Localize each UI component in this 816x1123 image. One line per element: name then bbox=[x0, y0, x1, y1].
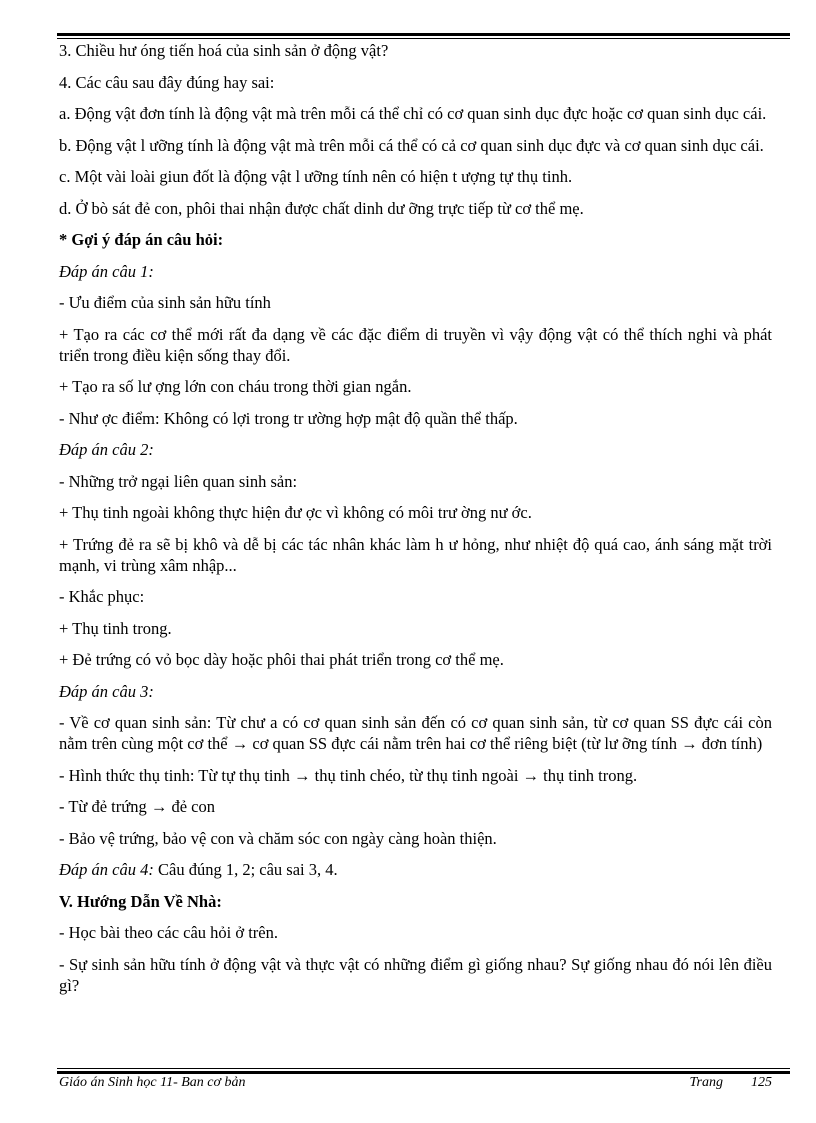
answer-3-label: Đáp án câu 3: bbox=[59, 681, 154, 701]
answer-1-point-1: + Tạo ra các cơ thể mới rất đa dạng về các đặc điểm di truyền vì vậy động vật có thể thích nghi và phát triển trong điều kiện sống thay đổi. bbox=[59, 324, 772, 365]
statement-b: b. Động vật l ưỡng tính là động vật mà trên mỗi cá thể có cả cơ quan sinh dục đực và cơ quan sinh dục cái. bbox=[59, 135, 764, 155]
answer-3-fertilization: - Hình thức thụ tinh: Từ tự thụ tinh → thụ tinh chéo, từ thụ tinh ngoài → thụ tinh trong. bbox=[59, 765, 638, 785]
answer-2-point-2: + Trứng đẻ ra sẽ bị khô và dễ bị các tác nhân khác làm h ư hỏng, như nhiệt độ quá cao, ánh sáng mặt trời mạnh, vi trùng xâm nhập... bbox=[59, 534, 772, 575]
footer-page-number: 125 bbox=[751, 1075, 772, 1090]
answer-1-disadvantages: - Như ợc điểm: Không có lợi trong tr ường hợp mật độ quần thể thấp. bbox=[59, 408, 518, 428]
answer-2-obstacles: - Những trở ngại liên quan sinh sản: bbox=[59, 471, 298, 491]
answer-4-label: Đáp án câu 4: bbox=[59, 860, 154, 879]
answer-1-label: Đáp án câu 1: bbox=[59, 261, 154, 281]
answer-4-text: Câu đúng 1, 2; câu sai 3, 4. bbox=[153, 860, 338, 879]
answer-2-point-1: + Thụ tinh ngoài không thực hiện đư ợc vì không có môi trư ờng nư ớc. bbox=[59, 503, 532, 522]
answer-2-label: Đáp án câu 2: bbox=[59, 440, 154, 459]
footer-rule-thin bbox=[57, 1068, 790, 1069]
homework-item-2: - Sự sinh sản hữu tính ở động vật và thực vật có những điểm gì giống nhau? Sự giống nhau đó nói lên điều gì? bbox=[59, 954, 772, 995]
answer-3-care: - Bảo vệ trứng, bảo vệ con và chăm sóc con ngày càng hoàn thiện. bbox=[59, 828, 497, 848]
statement-d: d. Ở bò sát đẻ con, phôi thai nhận được chất dinh dư ỡng trực tiếp từ cơ thể mẹ. bbox=[59, 198, 584, 218]
header-rule-thin bbox=[57, 38, 790, 39]
answer-2-remedy-1: + Thụ tinh trong. bbox=[59, 618, 172, 638]
footer-page-label: Trang bbox=[689, 1075, 723, 1090]
question-4: 4. Các câu sau đây đúng hay sai: bbox=[59, 72, 275, 92]
homework-item-1: - Học bài theo các câu hỏi ở trên. bbox=[59, 923, 279, 942]
answer-3-birth: - Từ đẻ trứng → đẻ con bbox=[59, 797, 215, 816]
footer-page bbox=[690, 1075, 772, 1091]
footer-title: Giáo án Sinh học 11- Ban cơ bản bbox=[59, 1075, 246, 1090]
answers-heading: * Gợi ý đáp án câu hỏi: bbox=[59, 230, 224, 249]
statement-c: c. Một vài loài giun đốt là động vật l ưỡng tính nên có hiện t ượng tự thụ tinh. bbox=[59, 167, 573, 186]
statement-a: a. Động vật đơn tính là động vật mà trên mỗi cá thể chỉ có cơ quan sinh dục đực hoặc cơ quan sinh dục cái. bbox=[59, 104, 767, 123]
header-rule-thick bbox=[57, 33, 790, 36]
answer-4 bbox=[59, 859, 772, 880]
answer-3-organs: - Về cơ quan sinh sản: Từ chư a có cơ quan sinh sản đến có cơ quan sinh sản, từ cơ quan SS đực cái còn nằm trên cùng một cơ thể → cơ quan SS đực cái nằm trên hai cơ thể riêng biệt (từ lư ỡng tính → đơn tính) bbox=[59, 713, 772, 753]
question-3: 3. Chiều hư óng tiến hoá của sinh sản ở động vật? bbox=[59, 41, 389, 60]
answer-1-point-2: + Tạo ra số lư ợng lớn con cháu trong thời gian ngắn. bbox=[59, 377, 412, 396]
footer-rule-thick bbox=[57, 1071, 790, 1074]
answer-1-advantages: - Ưu điểm của sinh sản hữu tính bbox=[59, 293, 271, 312]
page-body bbox=[59, 40, 772, 1006]
homework-heading: V. Hướng Dẫn Về Nhà: bbox=[59, 891, 222, 911]
answer-2-remedy: - Khắc phục: bbox=[59, 587, 145, 606]
answer-2-remedy-2: + Đẻ trứng có vỏ bọc dày hoặc phôi thai phát triển trong cơ thể mẹ. bbox=[59, 650, 504, 669]
